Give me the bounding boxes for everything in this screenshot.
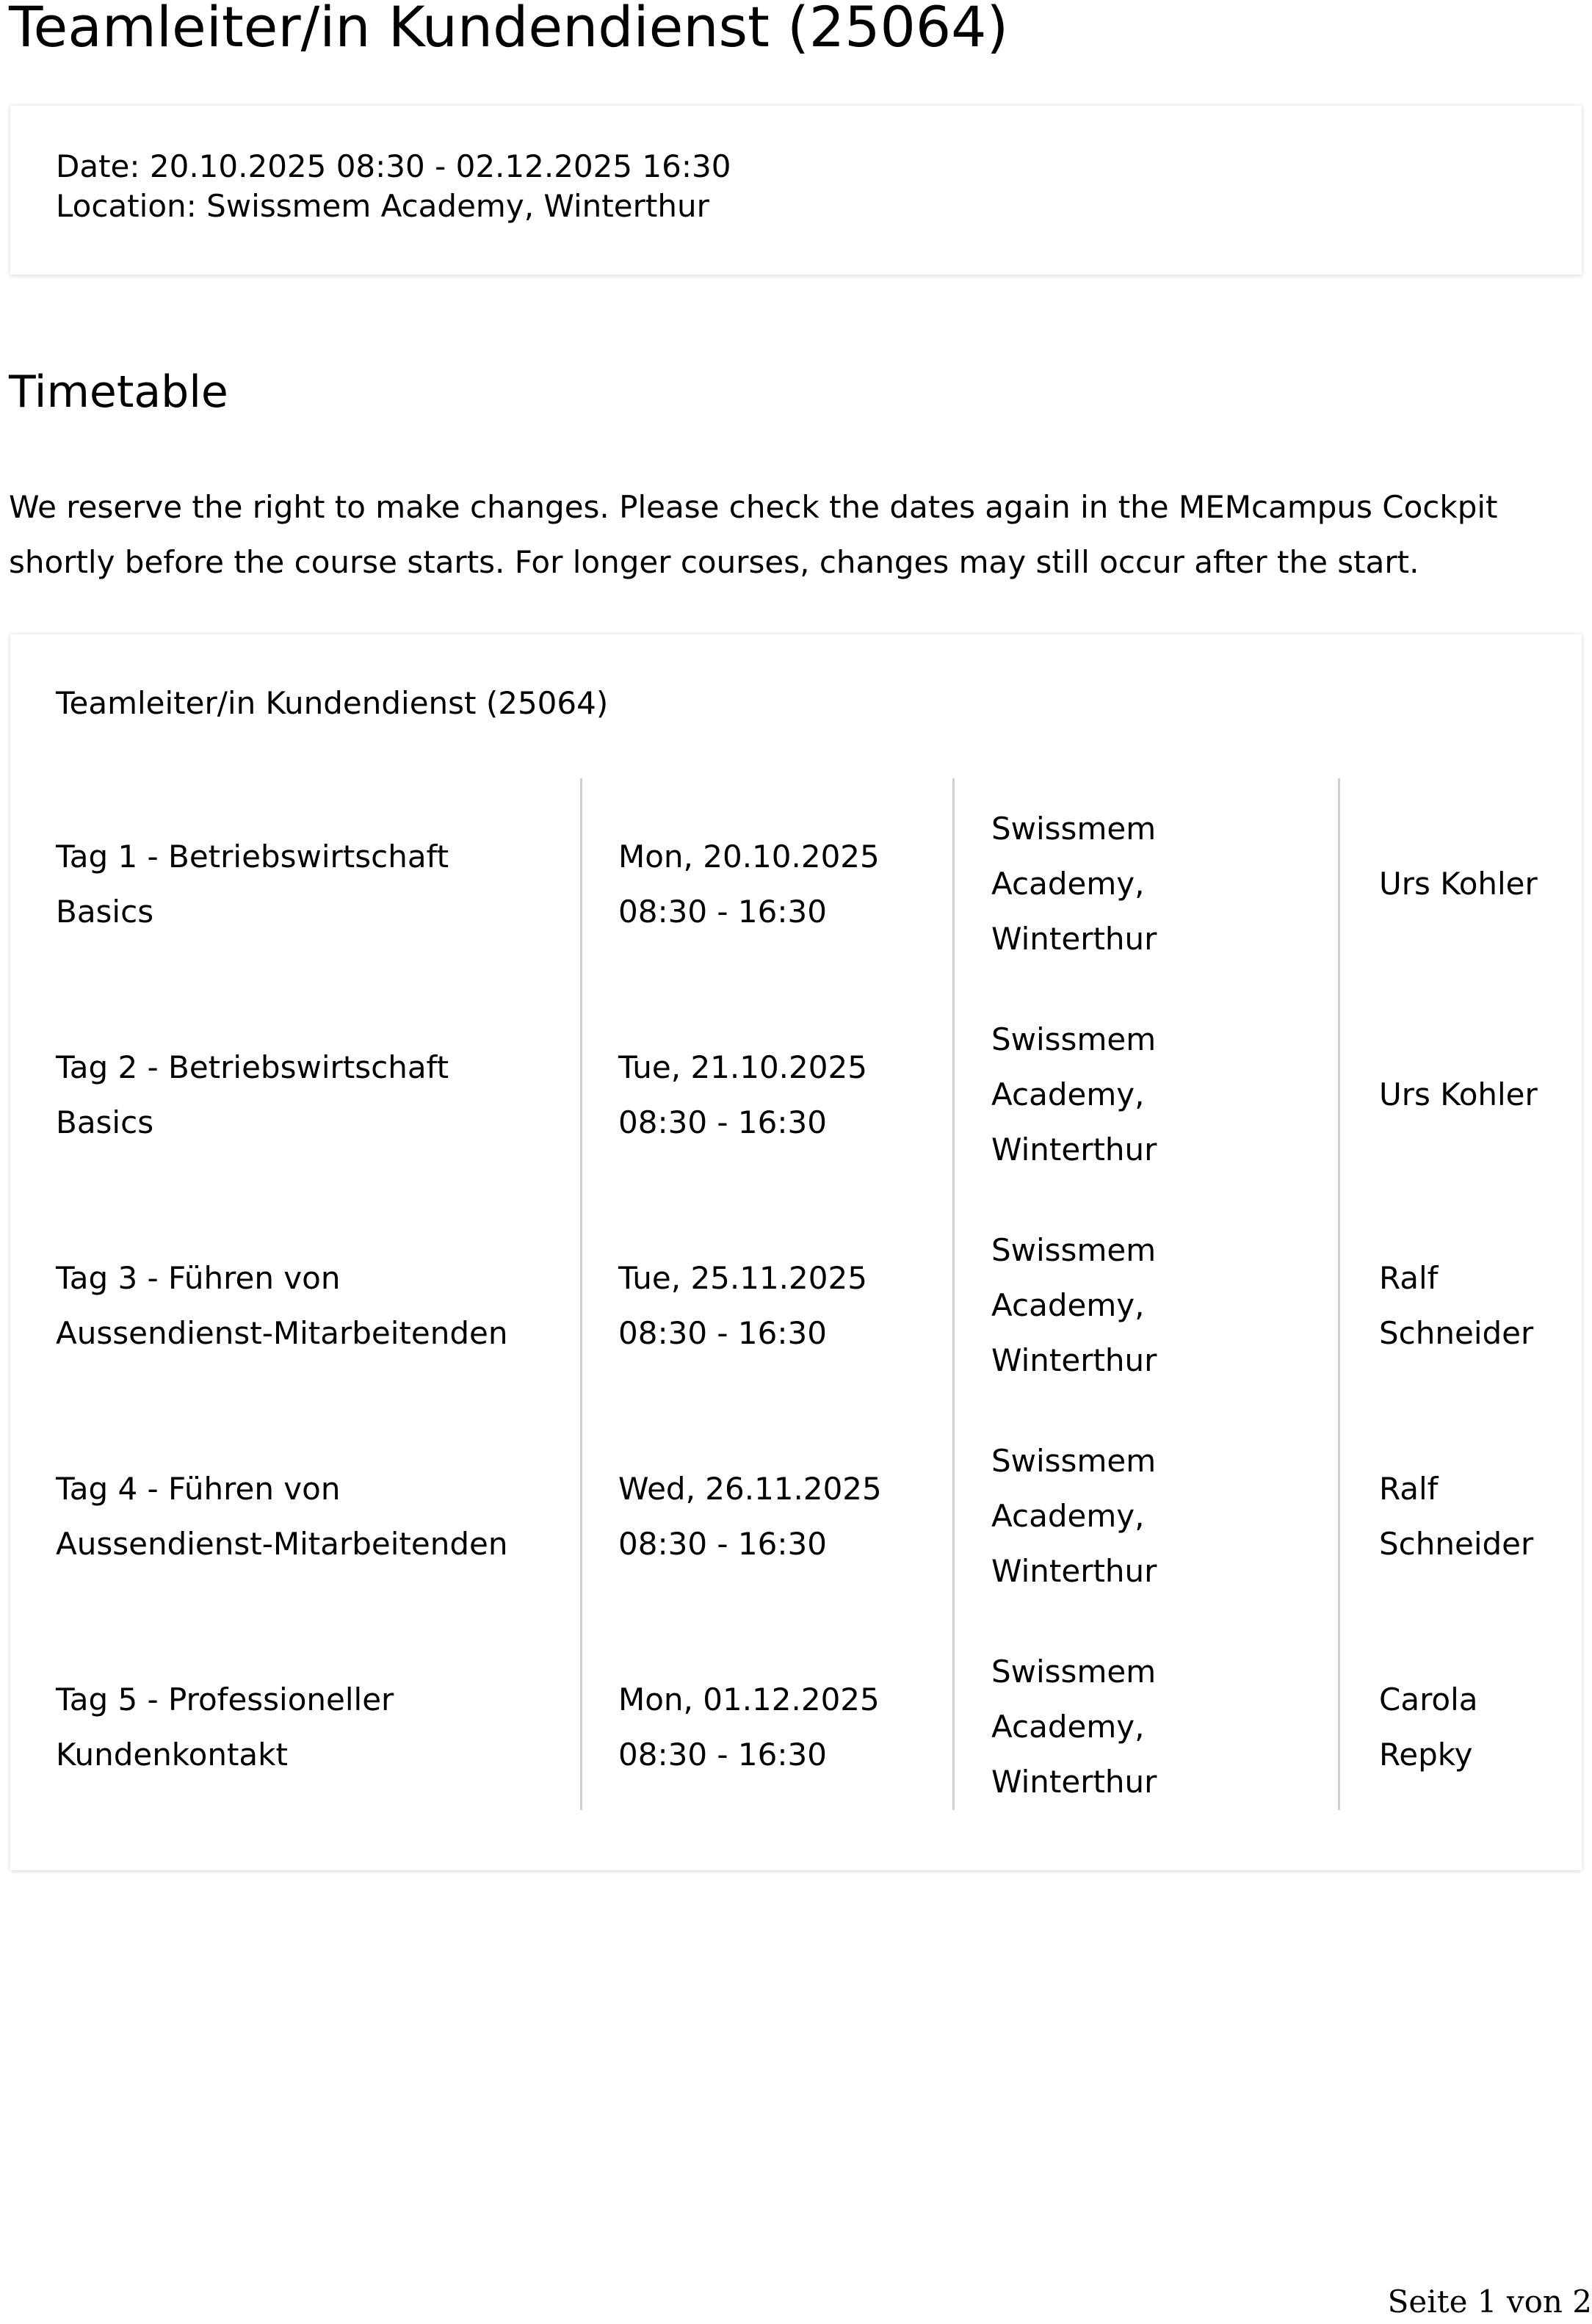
table-row (10, 1200, 1582, 1411)
session-date: Wed, 26.11.2025 08:30 - 16:30 (618, 1470, 882, 1562)
page-title: Teamleiter/in Kundendienst (25064) (9, 0, 1009, 59)
course-location: Location: Swissmem Academy, Winterthur (56, 188, 709, 224)
session-location: Swissmem Academy, Winterthur (991, 1021, 1157, 1168)
table-row (10, 1411, 1582, 1621)
course-info-card (10, 106, 1582, 275)
session-date: Mon, 01.12.2025 08:30 - 16:30 (618, 1681, 880, 1773)
session-topic: Tag 3 - Führen von Aussendienst-Mitarbeitenden (56, 1259, 508, 1351)
session-topic: Tag 1 - Betriebswirtschaft Basics (56, 838, 449, 930)
course-date: Date: 20.10.2025 08:30 - 02.12.2025 16:30 (56, 148, 731, 184)
session-topic: Tag 4 - Führen von Aussendienst-Mitarbeitenden (56, 1470, 508, 1562)
session-location: Swissmem Academy, Winterthur (991, 811, 1157, 957)
session-trainer: Carola Repky (1379, 1681, 1478, 1773)
session-trainer: Ralf Schneider (1379, 1470, 1534, 1562)
session-date: Tue, 21.10.2025 08:30 - 16:30 (618, 1049, 867, 1140)
timetable-card (10, 634, 1582, 1870)
session-trainer: Ralf Schneider (1379, 1259, 1534, 1351)
session-topic: Tag 5 - Professioneller Kundenkontakt (56, 1681, 394, 1773)
session-location: Swissmem Academy, Winterthur (991, 1232, 1157, 1378)
session-topic: Tag 2 - Betriebswirtschaft Basics (56, 1049, 449, 1140)
session-location: Swissmem Academy, Winterthur (991, 1443, 1157, 1589)
timetable-notice: We reserve the right to make changes. Please check the dates again in the MEMcampus Cockpit shortly before the course starts. For longer courses, changes may still occur after the start. (9, 489, 1498, 580)
session-trainer: Urs Kohler (1379, 866, 1538, 902)
page-number: Seite 1 von 2 (1387, 2284, 1592, 2320)
table-row (10, 989, 1582, 1200)
timetable-caption: Teamleiter/in Kundendienst (25064) (56, 685, 609, 721)
table-row (10, 778, 1582, 989)
session-trainer: Urs Kohler (1379, 1076, 1538, 1112)
table-row (10, 1621, 1582, 1832)
session-location: Swissmem Academy, Winterthur (991, 1654, 1157, 1800)
session-date: Mon, 20.10.2025 08:30 - 16:30 (618, 838, 880, 930)
session-date: Tue, 25.11.2025 08:30 - 16:30 (618, 1259, 867, 1351)
timetable-heading: Timetable (9, 366, 228, 418)
